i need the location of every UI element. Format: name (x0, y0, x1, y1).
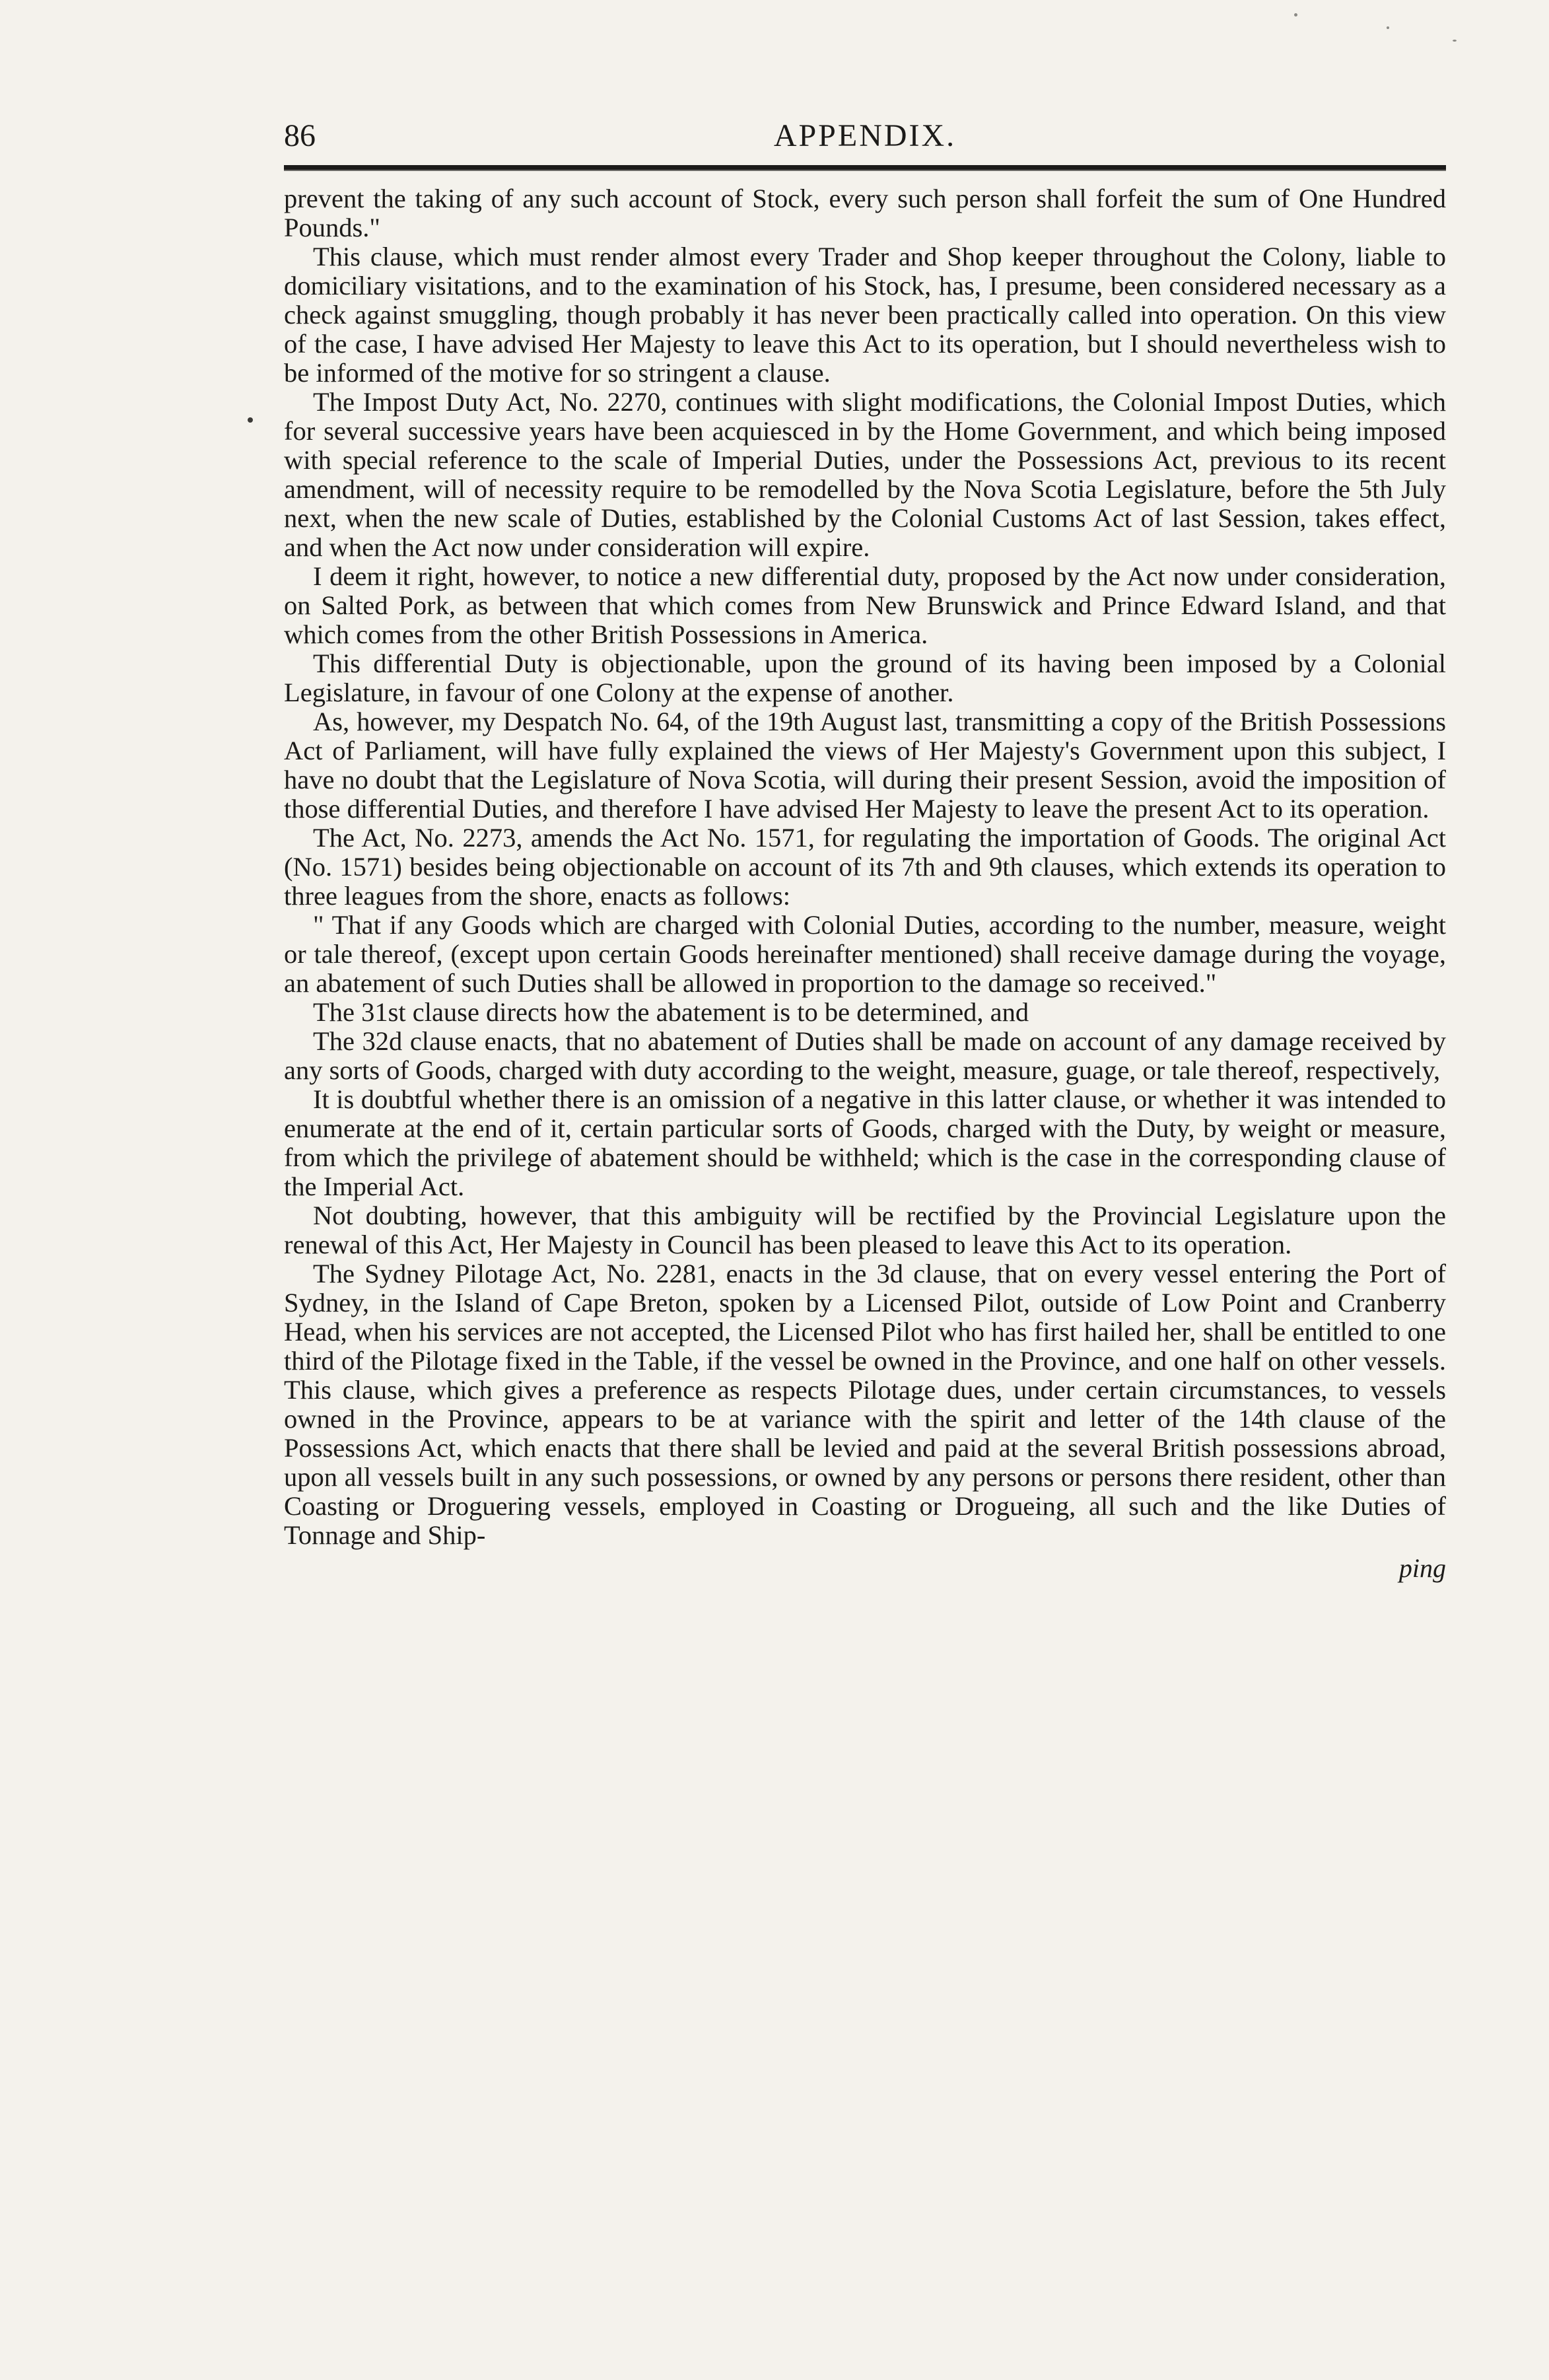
paragraph: As, however, my Despatch No. 64, of the 19th August last, transmitting a copy of the British Possessions Act of Parliament, will have fully explained the views of Her Majesty's Government upon this subject, I have no doubt that the Legislature of Nova Scotia, will during their present Session, avoid the imposition of those differential Duties, and therefore I have advised Her Majesty to leave the present Act to its operation. (284, 707, 1446, 823)
paragraph: The Act, No. 2273, amends the Act No. 1571, for regulating the importation of Goods. The original Act (No. 1571) besides being objectionable on account of its 7th and 9th clauses, which extends its operation to three leagues from the shore, enacts as follows: (284, 823, 1446, 911)
paragraph: prevent the taking of any such account of Stock, every such person shall forfeit the sum of One Hundred Pounds." (284, 184, 1446, 242)
margin-mark (248, 417, 253, 423)
running-head: APPENDIX. (773, 118, 957, 153)
paragraph: Not doubting, however, that this ambiguity will be rectified by the Provincial Legislature upon the renewal of this Act, Her Majesty in Council has been pleased to leave this Act to its operation. (284, 1201, 1446, 1259)
paragraph: It is doubtful whether there is an omission of a negative in this latter clause, or whether it was intended to enumerate at the end of it, certain particular sorts of Goods, charged with the Duty, by weight or measure, from which the privilege of abatement should be withheld; which is the case in the corresponding clause of the Imperial Act. (284, 1084, 1446, 1201)
page-number: 86 (284, 118, 316, 153)
paper-speck (1453, 40, 1457, 42)
paragraph: I deem it right, however, to notice a new differential duty, proposed by the Act now under consideration, on Salted Pork, as between that which comes from New Brunswick and Prince Edward Island, and that which comes from the other British Possessions in America. (284, 561, 1446, 649)
paragraph: The 31st clause directs how the abatement is to be determined, and (313, 997, 1029, 1027)
paper-speck (1294, 13, 1297, 17)
body-text (284, 184, 1446, 1550)
quoted-paragraph: " That if any Goods which are charged with Colonial Duties, according to the number, measure, weight or tale thereof, (except upon certain Goods hereinafter mentioned) shall receive damage during the voyage, an abatement of such Duties shall be allowed in proportion to the damage so received." (284, 910, 1446, 998)
paragraph: This clause, which must render almost every Trader and Shop keeper throughout the Colony, liable to domiciliary visitations, and to the examination of his Stock, has, I presume, been considered necessary as a check against smuggling, though probably it has never been practically called into operation. On this view of the case, I have advised Her Majesty to leave this Act to its operation, but I should nevertheless wish to be informed of the motive for so stringent a clause. (284, 242, 1446, 388)
header-rule (284, 165, 1446, 171)
paragraph: The Sydney Pilotage Act, No. 2281, enacts in the 3d clause, that on every vessel entering the Port of Sydney, in the Island of Cape Breton, spoken by a Licensed Pilot, outside of Low Point and Cranberry Head, when his services are not accepted, the Licensed Pilot who has first hailed her, shall be entitled to one third of the Pilotage fixed in the Table, if the vessel be owned in the Province, and one half on other vessels. This clause, which gives a preference as respects Pilotage dues, under certain circumstances, to vessels owned in the Province, appears to be at variance with the spirit and letter of the 14th clause of the Possessions Act, which enacts that there shall be levied and paid at the several British possessions abroad, upon all vessels built in any such possessions, or owned by any persons or persons there resident, other than Coasting or Droguering vessels, employed in Coasting or Drogueing, all such and the like Duties of Tonnage and Ship- (284, 1259, 1446, 1550)
paper-speck (1387, 26, 1389, 29)
paragraph: The Impost Duty Act, No. 2270, continues with slight modifications, the Colonial Impost Duties, which for several successive years have been acquiesced in by the Home Government, and which being imposed with special reference to the scale of Imperial Duties, under the Possessions Act, previous to its recent amendment, will of necessity require to be remodelled by the Nova Scotia Legislature, before the 5th July next, when the new scale of Duties, established by the Colonial Customs Act of last Session, takes effect, and when the Act now under consideration will expire. (284, 387, 1446, 562)
paragraph: This differential Duty is objectionable, upon the ground of its having been imposed by a Colonial Legislature, in favour of one Colony at the expense of another. (284, 648, 1446, 707)
document-page (284, 106, 1446, 1584)
catchword: ping (1398, 1553, 1446, 1583)
paragraph: The 32d clause enacts, that no abatement of Duties shall be made on account of any damage received by any sorts of Goods, charged with duty according to the weight, measure, guage, or tale thereof, respectively, (284, 1026, 1446, 1085)
page-header (284, 106, 1446, 165)
